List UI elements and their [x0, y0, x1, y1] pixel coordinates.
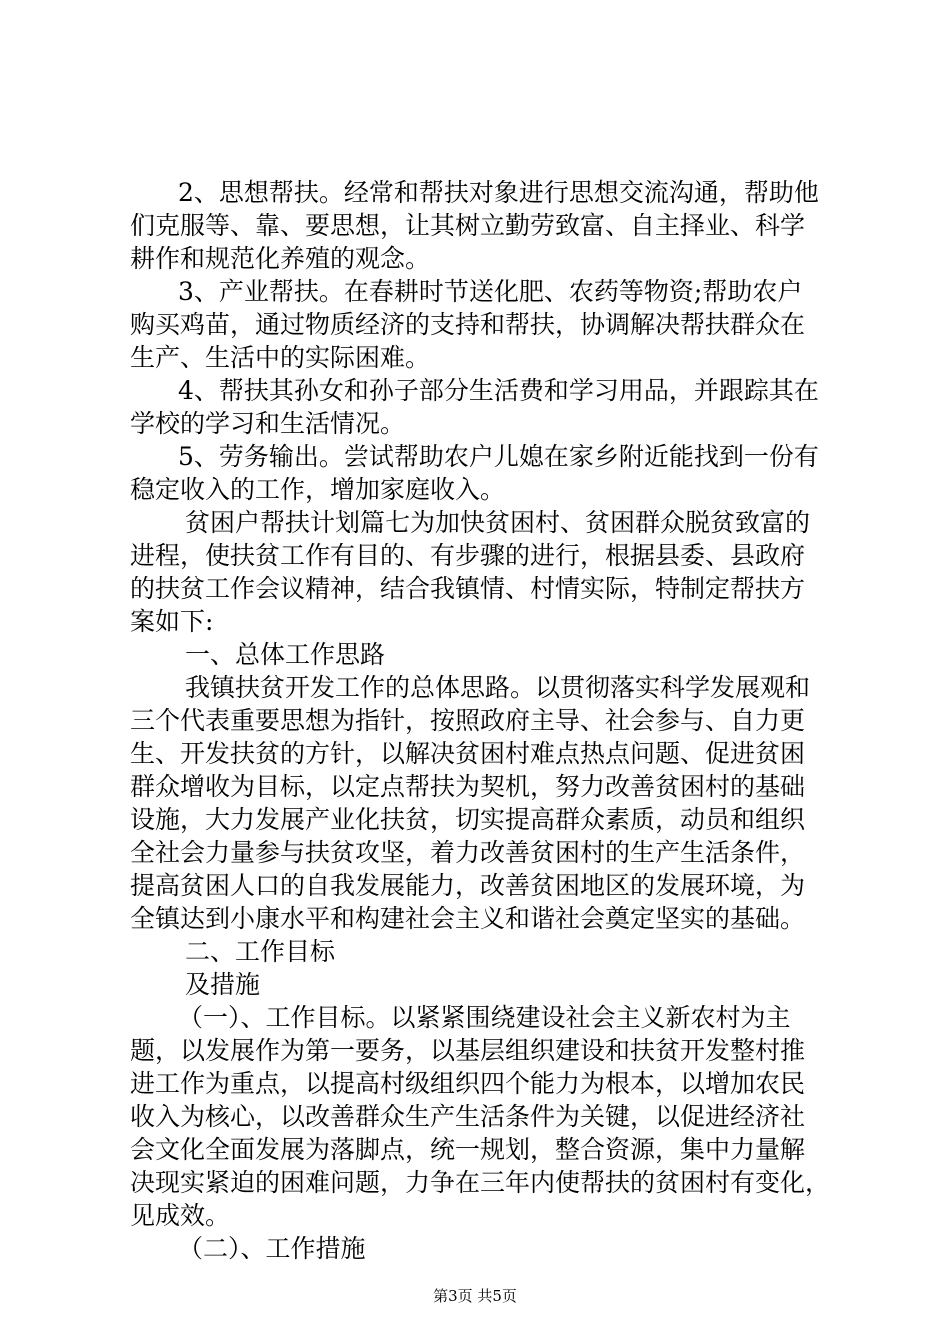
text-line: 决现实紧迫的困难问题，力争在三年内使帮扶的贫困村有变化， — [130, 1168, 831, 1197]
text-line: 贫困户帮扶计划篇七为加快贫困村、贫困群众脱贫致富的 — [185, 508, 811, 537]
text-line: 生、开发扶贫的方针，以解决贫困村难点热点问题、促进贫困 — [130, 739, 806, 768]
text-line: 全镇达到小康水平和构建社会主义和谐社会奠定坚实的基础。 — [130, 904, 806, 933]
text-line: （一）、工作目标。以紧紧围绕建设社会主义新农村为主 — [178, 1003, 791, 1032]
text-line: 生产、生活中的实际困难。 — [130, 343, 431, 372]
text-line: 三个代表重要思想为指针，按照政府主导、社会参与、自力更 — [130, 706, 806, 735]
section-heading: 及措施 — [185, 970, 261, 999]
text-line: 会文化全面发展为落脚点，统一规划，整合资源，集中力量解 — [130, 1135, 806, 1164]
text-line: 耕作和规范化养殖的观念。 — [130, 244, 431, 273]
text-line: 设施，大力发展产业化扶贫，切实提高群众素质，动员和组织 — [130, 805, 806, 834]
section-heading: （二）、工作措施 — [178, 1234, 366, 1263]
text-line: 购买鸡苗，通过物质经济的支持和帮扶，协调解决帮扶群众在 — [130, 310, 806, 339]
text-line: 收入为核心，以改善群众生产生活条件为关键，以促进经济社 — [130, 1102, 806, 1131]
text-line: 案如下: — [130, 607, 214, 636]
text-line: 群众增收为目标，以定点帮扶为契机，努力改善贫困村的基础 — [130, 772, 806, 801]
text-line: 进工作为重点，以提高村级组织四个能力为根本，以增加农民 — [130, 1069, 806, 1098]
text-line: 题，以发展作为第一要务，以基层组织建设和扶贫开发整村推 — [130, 1036, 806, 1065]
text-line: 4、帮扶其孙女和孙子部分生活费和学习用品，并跟踪其在 — [178, 376, 819, 405]
text-line: 5、劳务输出。尝试帮助农户儿媳在家乡附近能找到一份有 — [178, 442, 819, 471]
text-line: 3、产业帮扶。在春耕时节送化肥、农药等物资;帮助农户 — [178, 277, 803, 306]
text-line: 稳定收入的工作，增加家庭收入。 — [130, 475, 506, 504]
text-line: 全社会力量参与扶贫攻坚，着力改善贫困村的生产生活条件， — [130, 838, 806, 867]
text-line: 的扶贫工作会议精神，结合我镇情、村情实际，特制定帮扶方 — [130, 574, 806, 603]
text-line: 提高贫困人口的自我发展能力，改善贫困地区的发展环境，为 — [130, 871, 806, 900]
section-heading: 一、总体工作思路 — [185, 640, 386, 669]
section-heading: 二、工作目标 — [185, 937, 336, 966]
text-line: 2、思想帮扶。经常和帮扶对象进行思想交流沟通，帮助他 — [178, 178, 819, 207]
text-line: 见成效。 — [130, 1201, 231, 1230]
text-line: 进程，使扶贫工作有目的、有步骤的进行，根据县委、县政府 — [130, 541, 806, 570]
text-line: 们克服等、靠、要思想，让其树立勤劳致富、自主择业、科学 — [130, 211, 806, 240]
text-line: 学校的学习和生活情况。 — [130, 409, 406, 438]
page-footer: 第3页 共5页 — [433, 1287, 517, 1305]
text-line: 我镇扶贫开发工作的总体思路。以贯彻落实科学发展观和 — [185, 673, 811, 702]
